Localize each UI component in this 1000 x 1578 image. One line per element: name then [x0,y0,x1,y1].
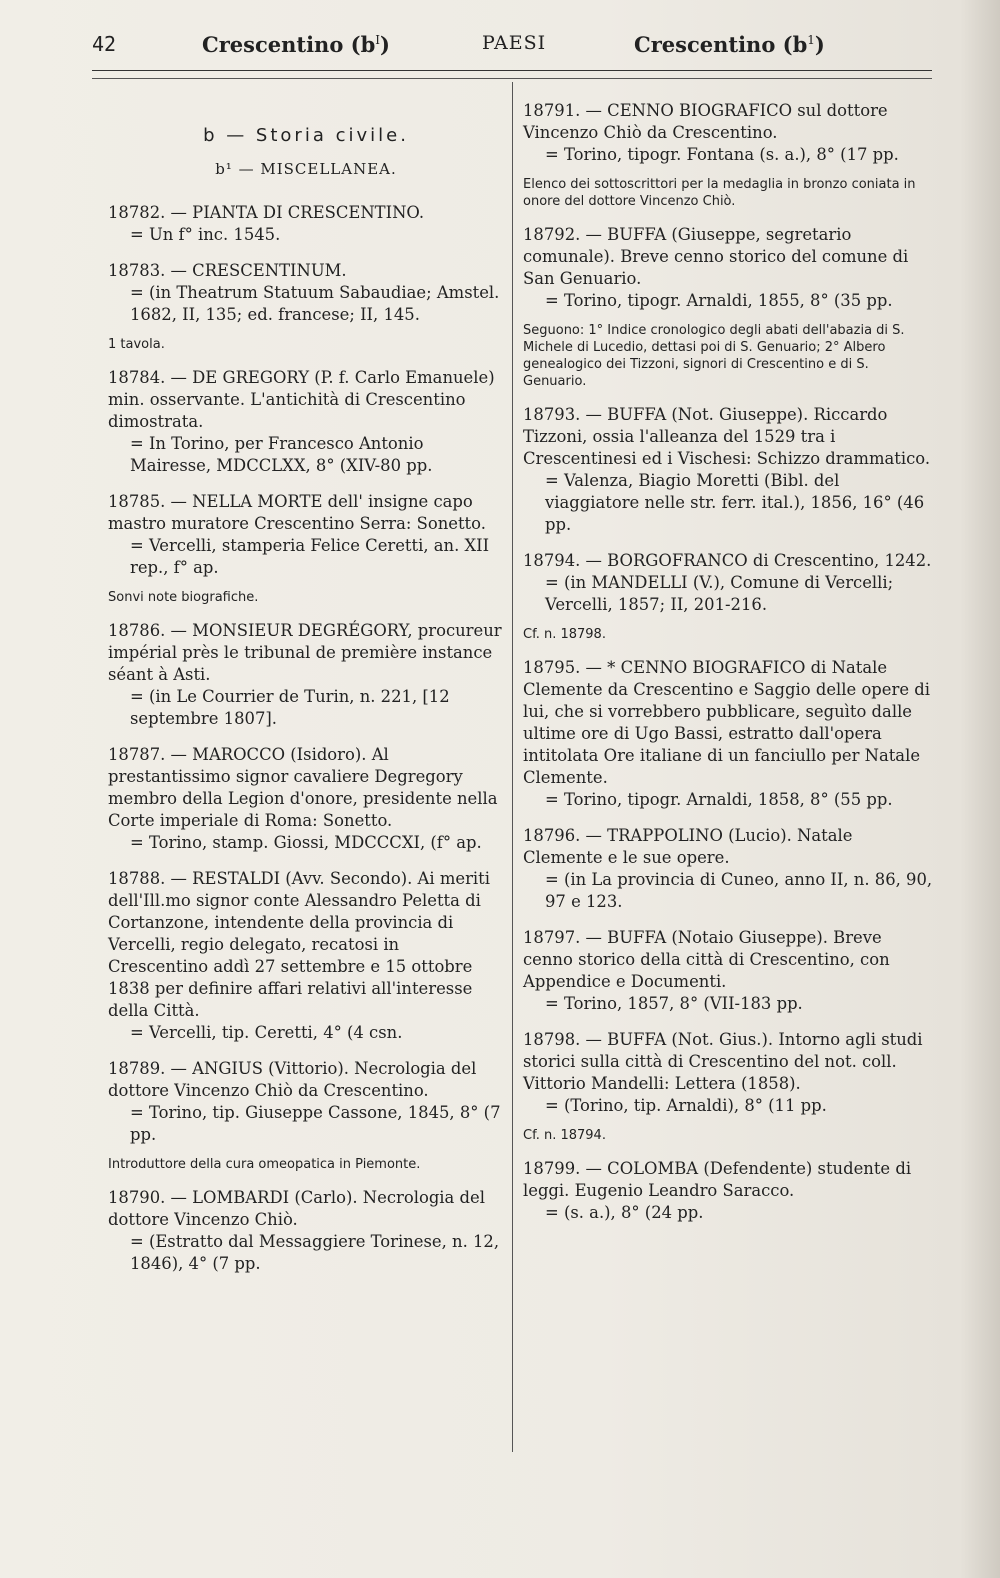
entry-title: 18785. — NELLA MORTE dell' insigne capo mastro muratore Crescentino Serra: Sonetto. [108,492,486,533]
bibliography-entry [523,927,933,1015]
entry-title: 18788. — RESTALDI (Avv. Secondo). Ai meriti dell'Ill.mo signor conte Alessandro Peletta di Cortanzone, intendente della provincia di Vercelli, regio delegato, recatosi in Crescentino addì 27 settembre e 15 ottobre 1838 per definire affari relativi all'interesse della Città. [108,869,490,1020]
entry-note: Introduttore della cura omeopatica in Piemonte. [108,1157,421,1172]
right-title-sup: 1 [807,33,815,47]
entry-note: 1 tavola. [108,337,165,352]
entry-title: 18787. — MAROCCO (Isidoro). Al prestantissimo signor cavaliere Degregory membro della Legion d'onore, presidente nella Corte imperiale di Roma: Sonetto. [108,745,498,830]
bibliography-entry [523,404,933,536]
bibliography-entry [108,491,504,579]
bibliography-entry [523,224,933,312]
right-entry-list [523,100,933,1224]
left-running-title: Crescentino $(b^I)$ [202,32,390,57]
bibliography-entry [523,1029,933,1117]
entry-title: 18799. — COLOMBA (Defendente) studente di leggi. Eugenio Leandro Saracco. [523,1159,912,1200]
entry-imprint: = (in Le Courrier de Turin, n. 221, [12 septembre 1807]. [130,687,450,728]
page-number: 42 [92,32,117,56]
entry-title: 18786. — MONSIEUR DEGRÉGORY, procureur impérial près le tribunal de première instance séant à Asti. [108,621,502,684]
right-running-title: Crescentino $(b^1)$ [634,32,825,57]
entry-imprint: = Valenza, Biagio Moretti (Bibl. del viaggiatore nelle str. ferr. ital.), 1856, 16° (46 pp. [545,471,925,534]
right-column [523,100,933,1238]
bibliography-entry [108,620,504,730]
entry-note: Seguono: 1° Indice cronologico degli abati dell'abazia di S. Michele di Lucedio, dettasi poi di S. Genuario; 2° Albero genealogico dei Tizzoni, signori di Crescentino e di S. Genuario. [523,323,905,389]
column-divider [512,82,513,1452]
entry-imprint: = In Torino, per Francesco Antonio Mairesse, MDCCLXX, 8° (XIV-80 pp. [130,434,433,475]
bibliography-entry [108,260,504,326]
entry-note: Cf. n. 18794. [523,1128,606,1143]
bibliography-entry [523,1158,933,1224]
entry-imprint: = (s. a.), 8° (24 pp. [545,1203,704,1222]
entry-note: Cf. n. 18798. [523,627,606,642]
bibliography-entry [523,657,933,811]
entry-title: 18789. — ANGIUS (Vittorio). Necrologia del dottore Vincenzo Chiò da Crescentino. [108,1059,477,1100]
right-title-text: Crescentino [634,32,776,57]
bleed-through-text [410,1465,414,1478]
entry-title: 18795. — * CENNO BIOGRAFICO di Natale Clemente da Crescentino e Saggio delle opere di lui, che si vorrebbero pubblicare, seguìto dalle ultime ore di Ugo Bassi, estratto dall'opera intitolata Ore italiane di un fanciullo per Natale Clemente. [523,658,930,787]
left-entry-list [108,202,504,1275]
bibliography-entry [108,202,504,246]
entry-title: 18794. — BORGOFRANCO di Crescentino, 1242. [523,551,932,570]
entry-imprint: = Torino, stamp. Giossi, MDCCCXI, (f° ap. [130,833,482,852]
entry-imprint: = Un f° inc. 1545. [130,225,281,244]
bibliography-entry [108,1187,504,1275]
entry-title: 18784. — DE GREGORY (P. f. Carlo Emanuele) min. osservante. L'antichità di Crescentino dimostrata. [108,368,495,431]
entry-imprint: = Torino, tipogr. Arnaldi, 1855, 8° (35 pp. [545,291,893,310]
bibliography-entry [108,1058,504,1146]
entry-title: 18793. — BUFFA (Not. Giuseppe). Riccardo Tizzoni, ossia l'alleanza del 1529 tra i Crescentinesi ed i Vischesi: Schizzo drammatico. [523,405,931,468]
header-rule [92,70,932,71]
left-title-sup: I [375,33,381,47]
entry-title: 18796. — TRAPPOLINO (Lucio). Natale Clemente e le sue opere. [523,826,853,867]
entry-note: Sonvi note biografiche. [108,590,259,605]
entry-imprint: = (in La provincia di Cuneo, anno II, n. 86, 90, 97 e 123. [545,870,933,911]
entry-imprint: = Torino, tipogr. Fontana (s. a.), 8° (17 pp. [545,145,899,164]
entry-title: 18797. — BUFFA (Notaio Giuseppe). Breve cenno storico della città di Crescentino, con Appendice e Documenti. [523,928,890,991]
entry-imprint: = Vercelli, stamperia Felice Ceretti, an. XII rep., f° ap. [130,536,490,577]
entry-title: 18792. — BUFFA (Giuseppe, segretario comunale). Breve cenno storico del comune di San Genuario. [523,225,909,288]
bibliography-entry [108,868,504,1044]
left-column [108,100,504,1289]
bibliography-entry [523,100,933,166]
center-running-title: PAESI [482,32,547,54]
bibliography-entry [108,744,504,854]
bibliography-entry [523,550,933,616]
running-header [92,32,932,66]
entry-imprint: = Torino, tipogr. Arnaldi, 1858, 8° (55 pp. [545,790,893,809]
entry-title: 18782. — PIANTA DI CRESCENTINO. [108,203,425,222]
entry-imprint: = Torino, tip. Giuseppe Cassone, 1845, 8° (7 pp. [130,1103,501,1144]
entry-title: 18790. — LOMBARDI (Carlo). Necrologia del dottore Vincenzo Chiò. [108,1188,485,1229]
entry-title: 18791. — CENNO BIOGRAFICO sul dottore Vincenzo Chiò da Crescentino. [523,101,888,142]
entry-imprint: = (in MANDELLI (V.), Comune di Vercelli; Vercelli, 1857; II, 201-216. [545,573,894,614]
left-title-text: Crescentino [202,32,344,57]
entry-imprint: = (Torino, tip. Arnaldi), 8° (11 pp. [545,1096,827,1115]
entry-imprint: = Vercelli, tip. Ceretti, 4° (4 csn. [130,1023,403,1042]
entry-title: 18798. — BUFFA (Not. Gius.). Intorno agli studi storici sulla città di Crescentino del not. coll. Vittorio Mandelli: Lettera (1858). [523,1030,923,1093]
section-subtitle: b¹ — MISCELLANEA. [215,160,397,178]
section-title: b — Storia civile. [203,125,409,146]
entry-note: Elenco dei sottoscrittori per la medaglia in bronzo coniata in onore del dottore Vincenzo Chiò. [523,177,916,209]
entry-imprint: = Torino, 1857, 8° (VII-183 pp. [545,994,803,1013]
entry-imprint: = (Estratto dal Messaggiere Torinese, n. 12, 1846), 4° (7 pp. [130,1232,500,1273]
entry-imprint: = (in Theatrum Statuum Sabaudiae; Amstel. 1682, II, 135; ed. francese; II, 145. [130,283,500,324]
bibliography-entry [523,825,933,913]
header-rule-thin [92,78,932,79]
bibliography-entry [108,367,504,477]
entry-title: 18783. — CRESCENTINUM. [108,261,347,280]
